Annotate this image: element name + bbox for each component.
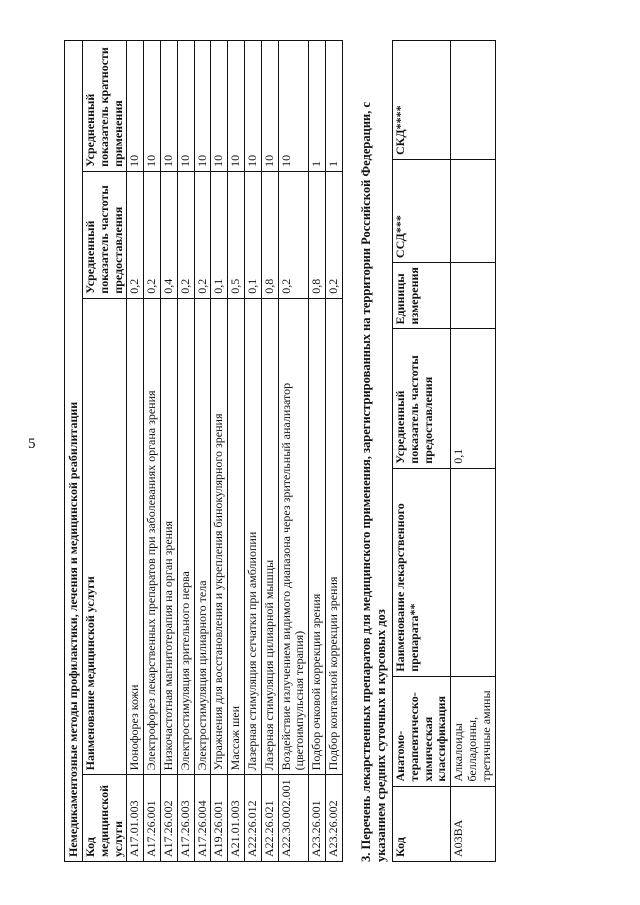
- header-service-name: Наименование медицинской услуги: [83, 298, 127, 775]
- service-multiplicity: 10: [127, 41, 144, 172]
- service-frequency: 0,2: [194, 171, 211, 298]
- table-row: [244, 41, 261, 862]
- service-frequency: 0,5: [228, 171, 245, 298]
- service-code: A17.26.002: [160, 775, 177, 862]
- service-name: Подбор контактной коррекции зрения: [325, 298, 342, 775]
- service-code: A22.26.012: [244, 775, 261, 862]
- service-name: Воздействие излучением видимого диапазона через зрительный анализатор (цветоимпульсная терапия): [278, 298, 309, 775]
- service-name: Упражнения для восстановления и укрепления бинокулярного зрения: [211, 298, 228, 775]
- service-code: A22.26.021: [261, 775, 278, 862]
- non-drug-section-title: Немедикаментозные методы профилактики, лечения и медицинской реабилитации: [64, 40, 82, 862]
- table-row: [451, 41, 495, 862]
- service-code: A17.26.003: [177, 775, 194, 862]
- service-frequency: 0,1: [211, 171, 228, 298]
- table-header-row: [83, 41, 127, 862]
- header-service-code: Код медицинской услуги: [83, 775, 127, 862]
- table-row: [144, 41, 161, 862]
- table-row: [309, 41, 326, 862]
- service-name: Лазерная стимуляция сетчатки при амблиопии: [244, 298, 261, 775]
- drug-code: A03BA: [451, 786, 495, 861]
- drug-daily-dose: [451, 159, 495, 262]
- rotated-document-content: [64, 42, 604, 862]
- service-frequency: 0,8: [309, 171, 326, 298]
- table-row: [127, 41, 144, 862]
- header-frequency: Усредненный показатель частоты предоставления: [83, 171, 127, 298]
- drug-section-title: 3. Перечень лекарственных препаратов для медицинского применения, зарегистрированных на территории Российской Федерации, с указанием средних суточных и курсовых доз: [358, 101, 389, 862]
- service-code: A17.26.001: [144, 775, 161, 862]
- table-row: [261, 41, 278, 862]
- service-frequency: 0,2: [177, 171, 194, 298]
- service-code: A17.26.004: [194, 775, 211, 862]
- service-name: Подбор очковой коррекции зрения: [309, 298, 326, 775]
- service-name: Электростимуляция цилиарного тела: [194, 298, 211, 775]
- header-frequency: Усредненный показатель частоты предоставления: [393, 329, 451, 468]
- header-drug-name: Наименование лекарственного препарата**: [393, 468, 451, 676]
- service-multiplicity: 10: [211, 41, 228, 172]
- table-row: [160, 41, 177, 862]
- table-header-row: [393, 41, 451, 862]
- service-multiplicity: 10: [144, 41, 161, 172]
- service-frequency: 0,2: [278, 171, 309, 298]
- header-atc-classification: Анатомо-терапевтическо-химическая классификация: [393, 676, 451, 786]
- service-name: Массаж шеи: [228, 298, 245, 775]
- service-multiplicity: 10: [194, 41, 211, 172]
- service-multiplicity: 1: [309, 41, 326, 172]
- header-code: Код: [393, 786, 451, 861]
- service-multiplicity: 10: [228, 41, 245, 172]
- header-units: Единицы измерения: [393, 263, 451, 329]
- table-row: [228, 41, 245, 862]
- service-frequency: 0,2: [325, 171, 342, 298]
- header-multiplicity: Усредненный показатель кратности применения: [83, 41, 127, 172]
- drug-units: [451, 263, 495, 329]
- service-name: Электрофорез лекарственных препаратов при заболеваниях органа зрения: [144, 298, 161, 775]
- header-daily-dose: ССД***: [393, 159, 451, 262]
- service-multiplicity: 10: [177, 41, 194, 172]
- service-code: A23.26.001: [309, 775, 326, 862]
- drug-atc-classification: Алкалоиды белладонны, третичные амины: [451, 676, 495, 786]
- service-name: Низкочастотная магнитотерапия на орган зрения: [160, 298, 177, 775]
- service-multiplicity: 10: [261, 41, 278, 172]
- service-multiplicity: 10: [160, 41, 177, 172]
- table-row: [325, 41, 342, 862]
- service-frequency: 0,2: [127, 171, 144, 298]
- service-multiplicity: 1: [325, 41, 342, 172]
- service-code: A17.01.003: [127, 775, 144, 862]
- table-row: [194, 41, 211, 862]
- service-name: Лазерная стимуляция цилиарной мышцы: [261, 298, 278, 775]
- service-frequency: 0,4: [160, 171, 177, 298]
- service-frequency: 0,2: [144, 171, 161, 298]
- service-code: A19.26.001: [211, 775, 228, 862]
- drug-name: [451, 468, 495, 676]
- service-frequency: 0,1: [244, 171, 261, 298]
- drug-course-dose: [451, 41, 495, 160]
- service-multiplicity: 10: [244, 41, 261, 172]
- table-row: [278, 41, 309, 862]
- header-course-dose: СКД****: [393, 41, 451, 160]
- page-number: 5: [28, 436, 36, 452]
- drug-frequency: 0,1: [451, 329, 495, 468]
- table-row: [177, 41, 194, 862]
- service-code: A22.30.002.001: [278, 775, 309, 862]
- non-drug-services-table: [82, 40, 343, 862]
- service-name: Ионофорез кожи: [127, 298, 144, 775]
- service-name: Электростимуляция зрительного нерва: [177, 298, 194, 775]
- service-frequency: 0,8: [261, 171, 278, 298]
- service-code: A21.01.003: [228, 775, 245, 862]
- service-multiplicity: 10: [278, 41, 309, 172]
- service-code: A23.26.002: [325, 775, 342, 862]
- drug-list-table: [392, 40, 496, 862]
- table-row: [211, 41, 228, 862]
